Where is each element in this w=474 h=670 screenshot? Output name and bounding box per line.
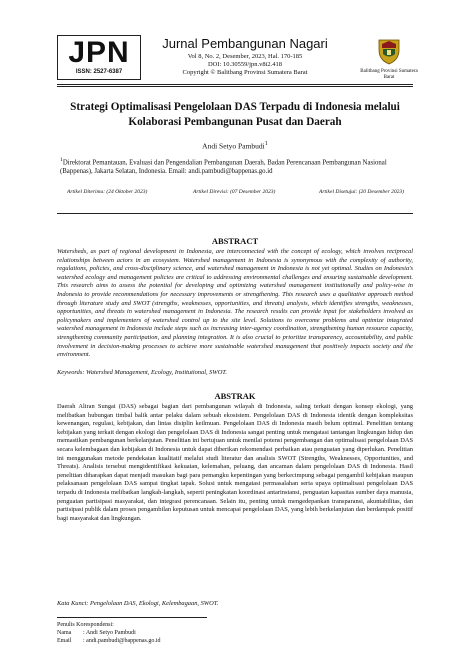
date-received: Artikel Diterima: (24 Oktober 2023) bbox=[67, 189, 148, 195]
author-name: Andi Setyo Pambudi bbox=[202, 141, 265, 151]
affiliation-text: Direktorat Pemantauan, Evaluasi dan Pengendalian Pembangunan Daerah, Badan Perencanaan Pembangunan Nasional (Bappenas), Jakarta Selatan, Indonesia. Email: andi.pambudi@bappenas.go.id bbox=[60, 159, 387, 176]
date-accepted: Artikel Disetujui: (20 Desember 2023) bbox=[319, 189, 404, 195]
crest-label: Balitbang Provinsi Sumatera Barat bbox=[360, 69, 418, 80]
date-revised: Artikel Direvisi: (07 Desember 2023) bbox=[193, 189, 276, 195]
affiliation bbox=[60, 156, 412, 176]
doi: DOI: 10.30559/jpn.v8i2.418 bbox=[207, 61, 283, 68]
corresponding-name-label: Nama bbox=[57, 630, 72, 636]
abstract-keywords: Keywords: Watershed Management, Ecology, Institutional, SWOT. bbox=[57, 369, 227, 376]
corresponding-heading: Penulis Korespondensi: bbox=[57, 622, 114, 628]
article-title: Strategi Optimalisasi Pengelolaan DAS Terpadu di Indonesia melalui Kolaborasi Pembangunan Pusat dan Daerah bbox=[70, 101, 400, 128]
journal-meta bbox=[150, 53, 340, 77]
corresponding-email-label: Email bbox=[57, 638, 72, 644]
corresponding-email-row bbox=[57, 637, 413, 645]
corresponding-author bbox=[57, 621, 413, 645]
issn: ISSN: 2527-6387 bbox=[75, 69, 123, 75]
affiliation-superscript: 1 bbox=[60, 157, 63, 163]
copyright: Copyright © Balitbang Provinsi Sumatera Barat bbox=[182, 69, 308, 76]
author-superscript: 1 bbox=[264, 140, 268, 147]
header-rule-secondary bbox=[57, 86, 413, 87]
corresponding-name-row bbox=[57, 629, 413, 637]
corresponding-name-value: : Andi Setyo Pambudi bbox=[83, 630, 136, 636]
corresponding-email-value: : andi.pambudi@bappenas.go.id bbox=[83, 638, 161, 644]
footnote-rule bbox=[57, 617, 207, 618]
journal-name: Jurnal Pembangunan Nagari bbox=[162, 36, 328, 51]
journal-logo-box bbox=[57, 35, 141, 80]
title-block-rule bbox=[57, 213, 413, 214]
volume-line: Vol 8, No. 2, Desember, 2023, Hal. 170-185 bbox=[187, 53, 303, 60]
author-line bbox=[57, 140, 413, 151]
abstrak-keywords: Kata Kunci: Pengelolaan DAS, Ekologi, Kelembagaan, SWOT. bbox=[57, 600, 219, 607]
abstract-heading: ABSTRACT bbox=[211, 236, 259, 246]
abstrak-heading: ABSTRAK bbox=[214, 391, 256, 401]
header-rule bbox=[57, 84, 413, 85]
abstrak-body: Daerah Aliran Sungai (DAS) sebagai bagian dari pembangunan wilayah di Indonesia, saling terkait dengan konsep ekologi, yang melibatkan hubungan timbal balik antar pelaku dalam sebuah ekosistem. Pengelolaan DAS di Indonesia identik dengan kompleksitas kewenangan, regulasi, kebijakan, dan lintas disiplin keilmuan. Pengelolaan DAS di Indonesia masih belum optimal. Penelitian tentang kebijakan yang terkait dengan ekologi dan pengelolaan DAS di Indonesia sangat penting untuk mengatasi tantangan lingkungan hidup dan memastikan pembangunan berkelanjutan. Penelitian ini bertujuan untuk menilai potensi pengembangan dan optimalisasi pengelolaan DAS secara kelembagaan dan kebijakan di Indonesia untuk dapat diberikan rekomendasi perbaikan atau penguatan yang diperlukan. Penelitian ini menggunakan metode pendekatan kualitatif melalui studi literatur dan analisis SWOT (Strengths, Weaknesses, Opportunities, and Threats). Analisis tersebut mengidentifikasi kekuatan, kelemahan, peluang, dan ancaman dalam pengelolaan DAS di Indonesia. Hasil penelitian diharapkan dapat menjadi masukan bagi para pemangku kepentingan yang berkecimpung sebagai pengambil kebijakan maupun pelaksanaan pengelolaan DAS sampai tingkat tapak. Solusi untuk mengatasi permasalahan serta upaya optimalisasi pengelolaan DAS terpadu di Indonesia melibatkan langkah-langkah, seperti peningkatan koordinasi antarinstansi, penguatan kapasitas sumber daya manusia, penguatan partisipasi masyarakat, dan integrasi perencanaan. Selain itu, penting untuk mengedepankan transparansi, akuntabilitas, dan partisipasi publik dalam proses pengambilan keputusan untuk mencapai pengelolaan DAS, yang lebih berkelanjutan dan berdampak positif bagi masyarakat dan lingkungan. bbox=[57, 403, 413, 522]
abstract-body: Watersheds, as part of regional development in Indonesia, are interconnected with the concept of ecology, which involves reciprocal relationships between actors in an ecosystem. Watershed management in Indonesia is synonymous with the complexity of authority, regulations, policies, and cross-disciplinary science, and watershed management in Indonesia is not yet optimal. Studies on Indonesia's watershed ecology and management policies are critical to addressing environmental challenges and ensuring sustainable development. This research aims to assess the potential for developing and optimizing watershed management institutionally and policy-wise in Indonesia to provide recommendations for necessary improvements or strengthening. This research uses a qualitative approach method through literature study and SWOT (strengths, weaknesses, opportunities, and threats) analysis, which identifies strengths, weaknesses, opportunities, and threats in watershed management in Indonesia. The research results can provide input for stakeholders involved as policymakers and implementers of watershed control up to the site level. Solutions to overcome problems and optimize integrated watershed management in Indonesia include steps such as increasing inter-agency coordination, strengthening human resource capacity, strengthening community participation, and planning integration. It is also crucial to prioritize transparency, accountability, and public involvement in decision-making processes to achieve more sustainable watershed management that positively impacts society and the environment. bbox=[57, 248, 413, 359]
journal-logo: JPN bbox=[68, 36, 130, 69]
